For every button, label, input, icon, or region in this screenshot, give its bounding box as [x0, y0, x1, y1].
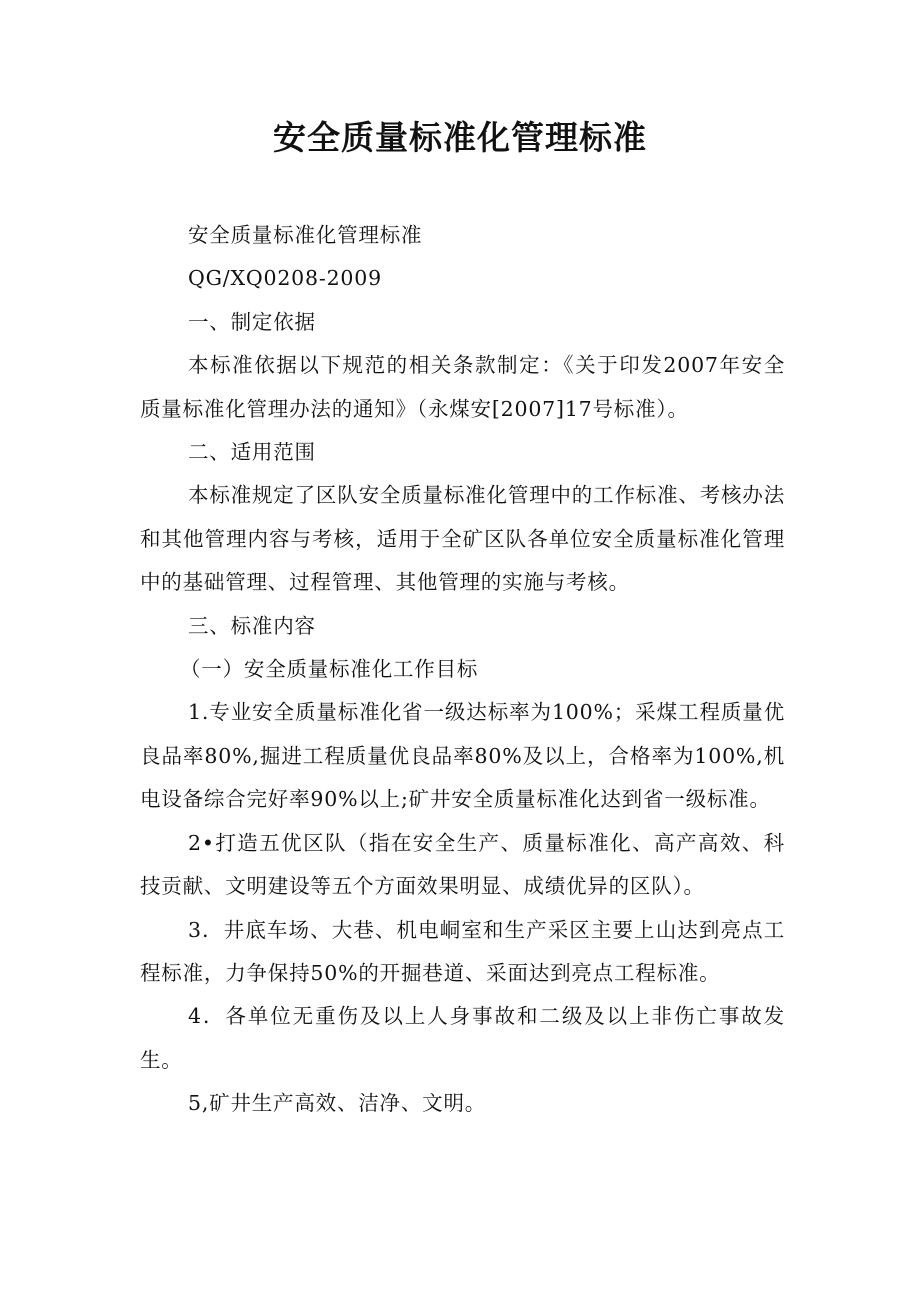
document-body — [140, 214, 785, 1126]
paragraph-scope: 本标准规定了区队安全质量标准化管理中的工作标准、考核办法和其他管理内容与考核，适用于全矿区队各单位安全质量标准化管理中的基础管理、过程管理、其他管理的实施与考核。 — [140, 483, 785, 595]
list-item-goal-2: 2•打造五优区队（指在安全生产、质量标准化、高产高效、科技贡献、文明建设等五个方面效果明显、成绩优异的区队）。 — [140, 830, 785, 899]
section-heading-content: 三、标准内容 — [188, 613, 316, 638]
paragraph-subtitle: 安全质量标准化管理标准 — [188, 223, 423, 247]
paragraph-standard-code: QG/XQ0208-2009 — [188, 266, 382, 291]
subsection-heading-goals: （一）安全质量标准化工作目标 — [180, 657, 479, 682]
paragraph-basis: 本标准依据以下规范的相关条款制定：《关于印发2007年安全质量标准化管理办法的通知》（永煤安[2007]17号标准）。 — [140, 353, 785, 421]
document-title: 安全质量标准化管理标准 — [273, 118, 647, 157]
list-item-goal-5: 5,矿井生产高效、洁净、文明。 — [188, 1091, 487, 1116]
section-heading-scope: 二、适用范围 — [188, 440, 316, 465]
list-item-goal-3: 3．井底车场、大巷、机电峒室和生产采区主要上山达到亮点工程标准，力争保持50%的开掘巷道、采面达到亮点工程标准。 — [140, 917, 785, 985]
list-item-goal-4: 4．各单位无重伤及以上人身事故和二级及以上非伤亡事故发生。 — [140, 1004, 785, 1072]
section-heading-basis: 一、制定依据 — [188, 309, 316, 334]
list-item-goal-1: 1.专业安全质量标准化省一级达标率为100%；采煤工程质量优良品率80%,掘进工程质量优良品率80%及以上，合格率为100%,机电设备综合完好率90%以上;矿井安全质量标准化达到省一级标准。 — [140, 700, 785, 812]
